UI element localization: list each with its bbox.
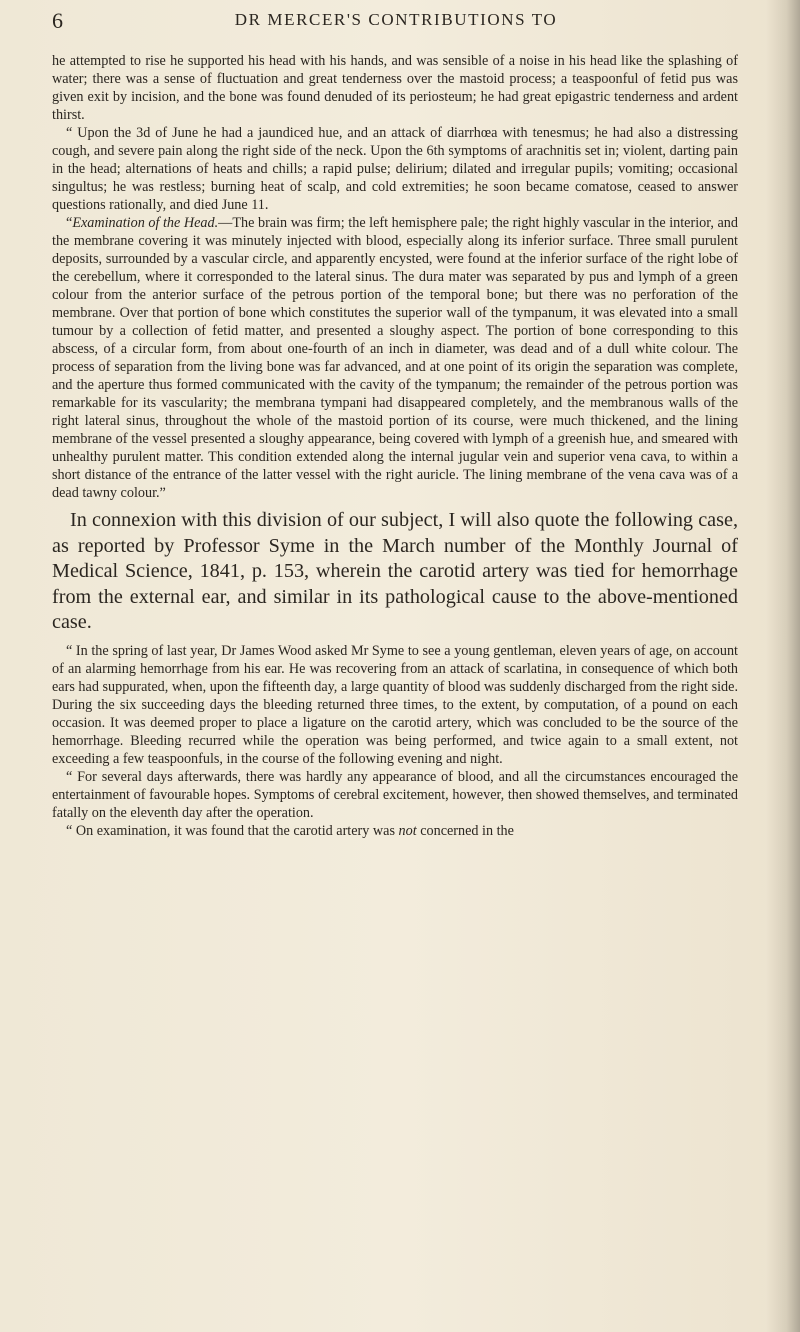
paragraph-5: “ In the spring of last year, Dr James Wood asked Mr Syme to see a young gentleman, eleven years of age, on account of an alarming hemorrhage from his ear. He was recovering from an attack of scarlatina, in consequence of which both ears had suppurated, when, upon the fifteenth day, a large quantity of blood was suddenly discharged from the right side. During the six succeeding days the bleeding returned three times, to the extent, by computation, of a pound on each occasion. It was deemed proper to place a ligature on the carotid artery, which was concluded to be the source of the hemorrhage. Bleeding recurred while the operation was being performed, and twice again to a small extent, not exceeding a few teaspoonfuls, in the course of the following evening and night.: [52, 642, 738, 767]
paragraph-6: “ For several days afterwards, there was hardly any appearance of blood, and all the circumstances encouraged the entertainment of favourable hopes. Symptoms of cerebral excitement, however, then showed themselves, and terminated fatally on the eleventh day after the operation.: [52, 768, 738, 821]
paragraph-7-text: concerned in the: [416, 822, 514, 839]
paragraph-3-text: —The brain was firm; the left hemisphere pale; the right highly vascular in the interior, and the membrane covering it was minutely injected with blood, especially along its inferior surface. Three small purulent deposits, surrounded by a vascular circle, and apparently encysted, were found at the inferior surface of the right lobe of the cerebellum, where it corresponded to the lateral sinus. The dura mater was separated by pus and lymph of a green colour from the anterior surface of the petrous portion of the temporal bone; but there was no perforation of the membrane. Over that portion of bone which constitutes the superior wall of the tympanum, it was elevated into a small tumour by a collection of fetid matter, and presented a sloughy aspect. The portion of bone corresponding to this abscess, of a circular form, from about one-fourth of an inch in diameter, was dead and of a dull white colour. The process of separation from the living bone was far advanced, and at one point of its origin the separation was complete, and the aperture thus formed communicated with the cavity of the tympanum; the remainder of the petrous portion was remarkable for its vascularity; the membrana tympani had disappeared completely, and the membranous walls of the right lateral sinus, throughout the whole of the mastoid portion of its course, were much thickened, and the lining membrane of the vessel presented a sloughy appearance, being covered with lymph of a greenish hue, and smeared with unhealthy purulent matter. This condition extended along the internal jugular vein and superior vena cava, to within a short distance of the entrance of the latter vessel with the right auricle. The lining membrane of the vena cava was of a dead tawny colour.”: [52, 215, 738, 501]
page-edge-shadow: [766, 0, 800, 1332]
paragraph-4: In connexion with this division of our subject, I will also quote the following case, as reported by Professor Syme in the March number of the Monthly Journal of Medical Science, 1841, p. 153, wherein the carotid artery was tied for hemorrhage from the external ear, and similar in its pathological cause to the above-mentioned case.: [52, 509, 738, 634]
page-header: [52, 2, 740, 34]
quoted-case-block: [52, 52, 738, 502]
paragraph-3-lead: “: [66, 215, 73, 231]
page-body: [52, 52, 738, 840]
running-head: DR MERCER'S CONTRIBUTIONS TO: [234, 10, 558, 29]
paragraph-7: [52, 822, 738, 840]
paragraph-7-lead: “ On examination, it was found that the carotid artery was: [66, 822, 399, 839]
paragraph-2: “ Upon the 3d of June he had a jaundiced hue, and an attack of diarrhœa with tenesmus; he had also a distressing cough, and severe pain along the right side of the neck. Upon the 6th symptoms of arachnitis set in; violent, darting pain in the head; alternations of heats and chills; a rapid pulse; delirium; dilated and irregular pupils; vomiting; occasional singultus; he was restless; burning heat of scalp, and cold extremities; he soon became comatose, ceased to answer questions rationally, and died June 11.: [52, 125, 738, 213]
paragraph-7-emphasis: not: [398, 822, 417, 839]
paragraph-3-heading: Examination of the Head.: [72, 215, 219, 231]
page-number: 6: [52, 8, 63, 33]
paragraph-1: he attempted to rise he supported his head with his hands, and was sensible of a noise in his head like the splashing of water; there was a sense of fluctuation and great tenderness over the mastoid process; a teaspoonful of fetid pus was given exit by incision, and the bone was found denuded of its periosteum; he had great epigastric tenderness and ardent thirst.: [52, 53, 738, 123]
paragraph-3: [52, 214, 738, 502]
second-quoted-case-block: [52, 642, 738, 840]
author-text-block: [52, 508, 738, 636]
